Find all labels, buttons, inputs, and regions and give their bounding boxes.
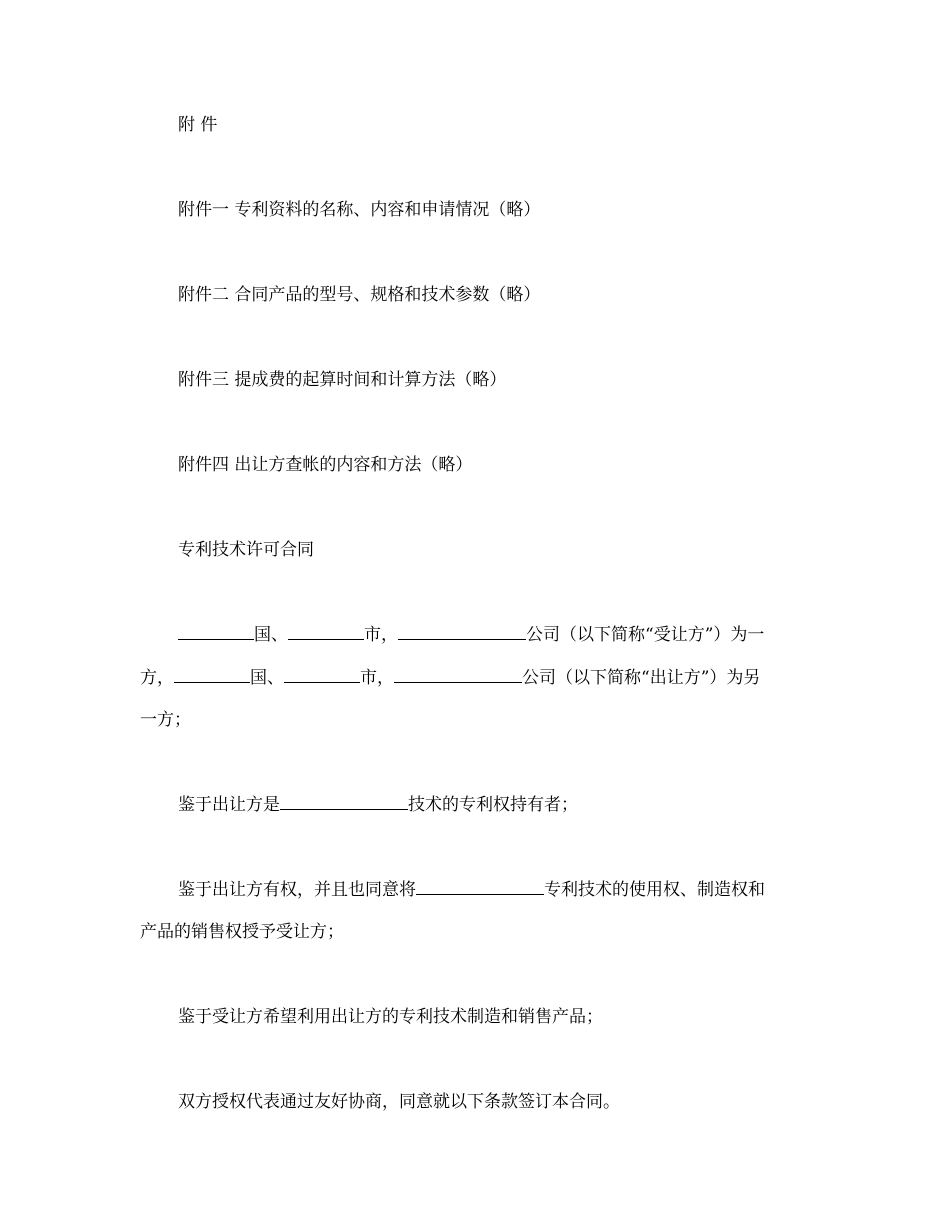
technology-blank [280, 792, 408, 810]
city-blank-1 [288, 622, 364, 640]
recital-2-continuation: 产品的销售权授予受让方； [140, 922, 344, 942]
city-suffix-2: 市， [360, 668, 394, 688]
recital-1 [140, 792, 820, 817]
contract-title: 专利技术许可合同 [178, 540, 314, 560]
line2-prefix: 方， [140, 668, 174, 688]
recital-2 [140, 877, 820, 902]
closing-statement: 双方授权代表通过友好协商，同意就以下条款签订本合同。 [178, 1092, 620, 1112]
country-blank-2 [174, 665, 250, 683]
recital-2-prefix: 鉴于出让方有权，并且也同意将 [178, 880, 416, 900]
country-suffix-2: 国、 [250, 668, 284, 688]
attachment-item-4: 附件四 出让方查帐的内容和方法（略） [178, 455, 473, 475]
company-blank-2 [394, 665, 522, 683]
attachments-heading: 附 件 [178, 115, 218, 135]
country-blank-1 [178, 622, 254, 640]
parties-line-2 [140, 665, 820, 690]
attachment-item-3: 附件三 提成费的起算时间和计算方法（略） [178, 370, 507, 390]
parties-line-3: 一方； [140, 710, 191, 730]
company-suffix-1: 公司（以下简称“受让方”）为一 [526, 625, 765, 645]
parties-line-1 [140, 622, 820, 647]
country-suffix: 国、 [254, 625, 288, 645]
recital-3: 鉴于受让方希望利用出让方的专利技术制造和销售产品； [178, 1007, 603, 1027]
attachment-item-2: 附件二 合同产品的型号、规格和技术参数（略） [178, 285, 541, 305]
recital-2-suffix: 专利技术的使用权、制造权和 [544, 880, 765, 900]
attachment-item-1: 附件一 专利资料的名称、内容和申请情况（略） [178, 200, 541, 220]
company-blank-1 [398, 622, 526, 640]
city-blank-2 [284, 665, 360, 683]
city-suffix: 市， [364, 625, 398, 645]
company-suffix-2: 公司（以下简称“出让方”）为另 [522, 668, 761, 688]
patent-blank [416, 877, 544, 895]
recital-1-suffix: 技术的专利权持有者； [408, 795, 578, 815]
recital-1-prefix: 鉴于出让方是 [178, 795, 280, 815]
